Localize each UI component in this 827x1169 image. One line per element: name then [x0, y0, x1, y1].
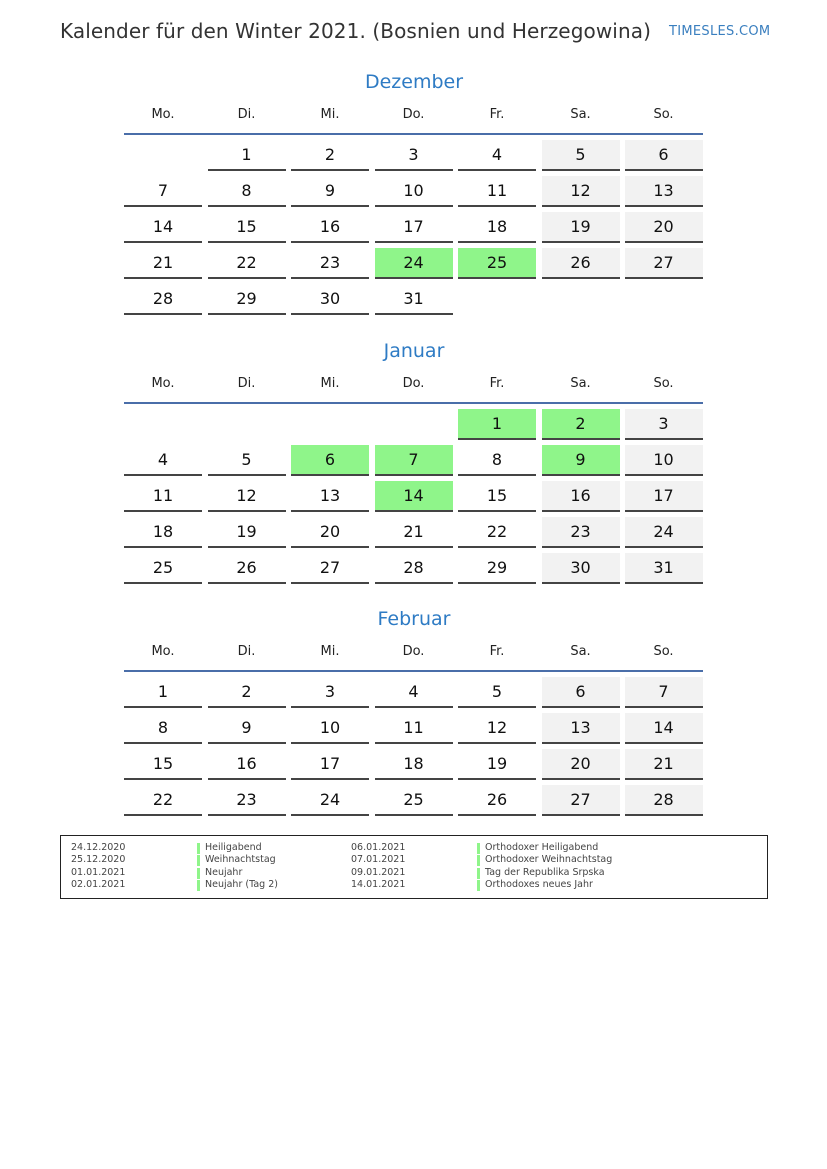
day-cell: 8 [124, 713, 202, 744]
day-cell: 6 [542, 677, 620, 708]
holiday-day-cell: 14 [375, 481, 453, 512]
day-cell: 17 [375, 212, 453, 243]
holiday-day-cell: 1 [458, 409, 536, 440]
day-cell: 17 [625, 481, 703, 512]
weekday-label: Sa. [570, 644, 591, 659]
day-cell: 18 [458, 212, 536, 243]
day-cell: 27 [291, 553, 369, 584]
header-divider [124, 670, 703, 672]
day-cell: 3 [375, 140, 453, 171]
day-cell: 10 [291, 713, 369, 744]
day-cell: 3 [625, 409, 703, 440]
day-cell: 21 [375, 517, 453, 548]
weekday-label: Sa. [570, 376, 591, 391]
weekday-label: Mo. [151, 107, 175, 122]
day-cell: 8 [208, 176, 286, 207]
weekday-label: Fr. [489, 376, 505, 391]
day-cell: 28 [625, 785, 703, 816]
day-cell: 12 [542, 176, 620, 207]
day-cell: 19 [208, 517, 286, 548]
day-cell: 31 [625, 553, 703, 584]
page-title: Kalender für den Winter 2021. (Bosnien und Herzegowina) [60, 19, 651, 43]
day-cell: 19 [458, 749, 536, 780]
day-cell: 6 [625, 140, 703, 171]
holiday-day-cell: 24 [375, 248, 453, 279]
day-cell: 16 [291, 212, 369, 243]
day-cell: 27 [542, 785, 620, 816]
weekday-label: Sa. [570, 107, 591, 122]
day-cell: 24 [291, 785, 369, 816]
weekday-label: Mo. [151, 376, 175, 391]
weekday-label: Do. [402, 107, 425, 122]
day-cell: 29 [458, 553, 536, 584]
holiday-marker [477, 880, 480, 891]
weekday-label: Do. [402, 376, 425, 391]
day-cell: 13 [625, 176, 703, 207]
holiday-marker [197, 868, 200, 879]
day-cell: 17 [291, 749, 369, 780]
day-cell: 12 [458, 713, 536, 744]
day-cell: 24 [625, 517, 703, 548]
day-cell: 13 [291, 481, 369, 512]
weekday-label: Fr. [489, 644, 505, 659]
day-cell: 20 [625, 212, 703, 243]
day-cell: 23 [291, 248, 369, 279]
legend-date: 02.01.2021 [71, 878, 126, 890]
day-cell: 26 [458, 785, 536, 816]
day-cell: 25 [375, 785, 453, 816]
day-cell: 22 [458, 517, 536, 548]
day-cell: 19 [542, 212, 620, 243]
legend-holiday-name: Orthodoxer Weihnachtstag [485, 854, 613, 866]
weekday-label: So. [653, 376, 674, 391]
day-cell: 31 [375, 284, 453, 315]
holiday-day-cell: 7 [375, 445, 453, 476]
day-cell: 16 [208, 749, 286, 780]
holiday-marker [197, 843, 200, 854]
month-name: Januar [383, 340, 445, 362]
weekday-label: Mi. [320, 107, 340, 122]
holiday-legend [60, 835, 768, 899]
day-cell: 7 [625, 677, 703, 708]
day-cell: 11 [375, 713, 453, 744]
day-cell: 23 [208, 785, 286, 816]
holiday-day-cell: 6 [291, 445, 369, 476]
legend-holiday-name: Neujahr (Tag 2) [205, 878, 278, 890]
day-cell: 22 [208, 248, 286, 279]
weekday-label: Di. [237, 644, 256, 659]
header-divider [124, 402, 703, 404]
day-cell: 18 [124, 517, 202, 548]
day-cell: 21 [625, 749, 703, 780]
day-cell: 13 [542, 713, 620, 744]
day-cell: 18 [375, 749, 453, 780]
day-cell: 9 [208, 713, 286, 744]
day-cell: 10 [625, 445, 703, 476]
legend-holiday-name: Tag der Republika Srpska [485, 866, 605, 878]
day-cell: 3 [291, 677, 369, 708]
day-cell: 8 [458, 445, 536, 476]
holiday-marker [477, 855, 480, 866]
legend-holiday-name: Neujahr [205, 866, 243, 878]
legend-date: 09.01.2021 [351, 866, 406, 878]
day-cell: 9 [291, 176, 369, 207]
weekday-label: So. [653, 644, 674, 659]
legend-date: 07.01.2021 [351, 854, 406, 866]
day-cell: 5 [458, 677, 536, 708]
weekday-label: Mi. [320, 644, 340, 659]
header-divider [124, 133, 703, 135]
weekday-label: So. [653, 107, 674, 122]
day-cell: 1 [208, 140, 286, 171]
day-cell: 30 [291, 284, 369, 315]
legend-holiday-name: Orthodoxer Heiligabend [485, 842, 599, 853]
day-cell: 28 [124, 284, 202, 315]
day-cell: 25 [124, 553, 202, 584]
weekday-label: Mi. [320, 376, 340, 391]
day-cell: 15 [124, 749, 202, 780]
month-name: Februar [377, 608, 451, 630]
day-cell: 26 [542, 248, 620, 279]
day-cell: 20 [291, 517, 369, 548]
day-cell: 2 [208, 677, 286, 708]
day-cell: 10 [375, 176, 453, 207]
day-cell: 2 [291, 140, 369, 171]
day-cell: 22 [124, 785, 202, 816]
weekday-header [124, 107, 704, 127]
day-cell: 5 [542, 140, 620, 171]
day-cell: 21 [124, 248, 202, 279]
legend-date: 14.01.2021 [351, 878, 406, 890]
brand-link[interactable]: TIMESLES.COM [669, 24, 771, 39]
legend-holiday-name: Weihnachtstag [205, 854, 276, 866]
day-cell: 26 [208, 553, 286, 584]
weekday-header [124, 644, 704, 664]
day-cell: 16 [542, 481, 620, 512]
weekday-label: Mo. [151, 644, 175, 659]
day-cell: 11 [458, 176, 536, 207]
weekday-label: Di. [237, 107, 256, 122]
day-cell: 30 [542, 553, 620, 584]
day-cell: 12 [208, 481, 286, 512]
weekday-label: Do. [402, 644, 425, 659]
day-cell: 20 [542, 749, 620, 780]
day-cell: 5 [208, 445, 286, 476]
day-cell: 15 [208, 212, 286, 243]
holiday-marker [197, 855, 200, 866]
legend-date: 06.01.2021 [351, 842, 406, 853]
day-cell: 14 [124, 212, 202, 243]
holiday-day-cell: 2 [542, 409, 620, 440]
holiday-marker [477, 868, 480, 879]
legend-date: 24.12.2020 [71, 842, 126, 853]
day-cell: 29 [208, 284, 286, 315]
legend-date: 01.01.2021 [71, 866, 126, 878]
legend-holiday-name: Heiligabend [205, 842, 262, 853]
day-cell: 4 [458, 140, 536, 171]
day-cell: 28 [375, 553, 453, 584]
legend-date: 25.12.2020 [71, 854, 126, 866]
day-cell: 14 [625, 713, 703, 744]
month-name: Dezember [364, 71, 464, 93]
day-cell: 11 [124, 481, 202, 512]
weekday-label: Di. [237, 376, 256, 391]
day-cell: 23 [542, 517, 620, 548]
holiday-day-cell: 9 [542, 445, 620, 476]
day-cell: 27 [625, 248, 703, 279]
holiday-marker [477, 843, 480, 854]
holiday-marker [197, 880, 200, 891]
day-cell: 4 [124, 445, 202, 476]
weekday-label: Fr. [489, 107, 505, 122]
day-cell: 1 [124, 677, 202, 708]
day-cell: 4 [375, 677, 453, 708]
legend-holiday-name: Orthodoxes neues Jahr [485, 878, 593, 890]
day-cell: 7 [124, 176, 202, 207]
holiday-day-cell: 25 [458, 248, 536, 279]
day-cell: 15 [458, 481, 536, 512]
weekday-header [124, 376, 704, 396]
